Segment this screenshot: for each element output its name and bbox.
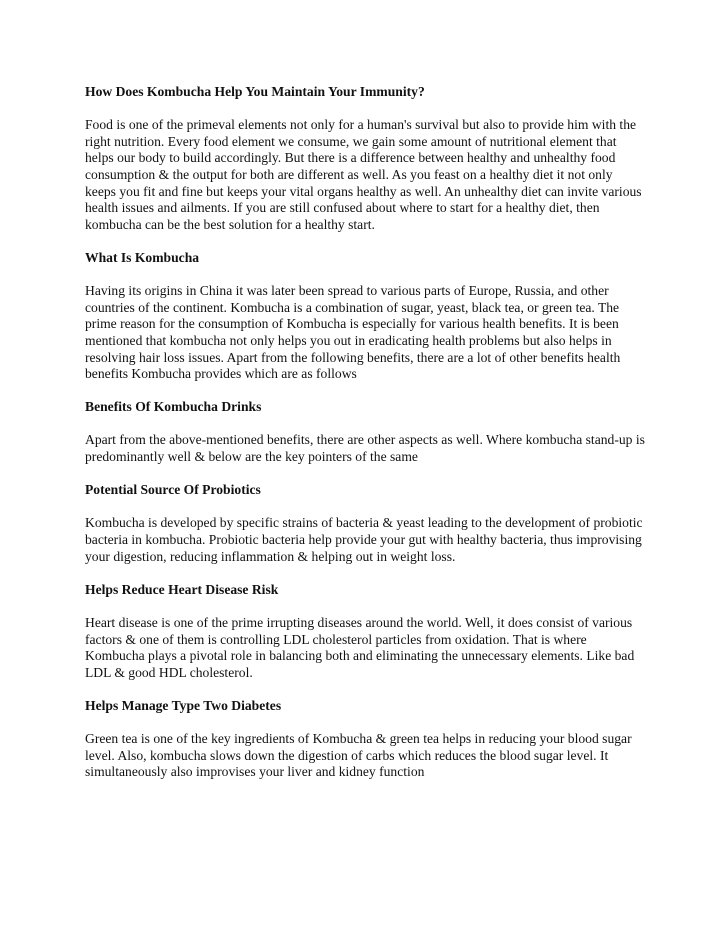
heading-heart-disease: Helps Reduce Heart Disease Risk [85,581,279,597]
paragraph-diabetes: Green tea is one of the key ingredients of Kombucha & green tea helps in reducing your blood sugar level. Also, kombucha slows down the digestion of carbs which reduces the blood sugar level. It simultaneously also improvises your liver and kidney function [85,731,632,780]
heading-diabetes: Helps Manage Type Two Diabetes [85,697,282,713]
document-page [85,84,645,798]
paragraph-immunity: Food is one of the primeval elements not only for a human's survival but also to provide him with the right nutrition. Every food element we consume, we gain some amount of nutritional element that helps our body to build accordingly. But there is a difference between healthy and unhealthy food consumption & the output for both are different as well. As you feast on a healthy diet it not only keeps you fit and fine but keeps your vital organs healthy as well. An unhealthy diet can invite various health issues and ailments. If you are still confused about where to start for a healthy diet, then kombucha can be the best solution for a healthy start. [85,117,642,232]
heading-probiotics: Potential Source Of Probiotics [85,482,261,498]
paragraph-what-is-kombucha: Having its origins in China it was later been spread to various parts of Europe, Russia, and other countries of the continent. Kombucha is a combination of sugar, yeast, black tea, or green tea. The prime reason for the consumption of Kombucha is especially for various health benefits. It is been mentioned that kombucha not only helps you out in eradicating health problems but also helps in resolving hair loss issues. Apart from the following benefits, there are a lot of other benefits health benefits Kombucha provides which are as follows [85,283,621,382]
heading-what-is-kombucha: What Is Kombucha [85,249,200,265]
paragraph-probiotics: Kombucha is developed by specific strains of bacteria & yeast leading to the development of probiotic bacteria in kombucha. Probiotic bacteria help provide your gut with healthy bacteria, thus improvising your digestion, reducing inflammation & helping out in weight loss. [85,515,643,564]
heading-immunity: How Does Kombucha Help You Maintain Your Immunity? [85,84,425,99]
paragraph-benefits: Apart from the above-mentioned benefits, there are other aspects as well. Where kombucha stand-up is predominantly well & below are the key pointers of the same [85,432,645,465]
heading-benefits: Benefits Of Kombucha Drinks [85,399,262,415]
paragraph-heart-disease: Heart disease is one of the prime irrupting diseases around the world. Well, it does consist of various factors & one of them is controlling LDL cholesterol particles from oxidation. That is where Kombucha plays a pivotal role in balancing both and eliminating the unnecessary elements. Like bad LDL & good HDL cholesterol. [85,615,635,680]
